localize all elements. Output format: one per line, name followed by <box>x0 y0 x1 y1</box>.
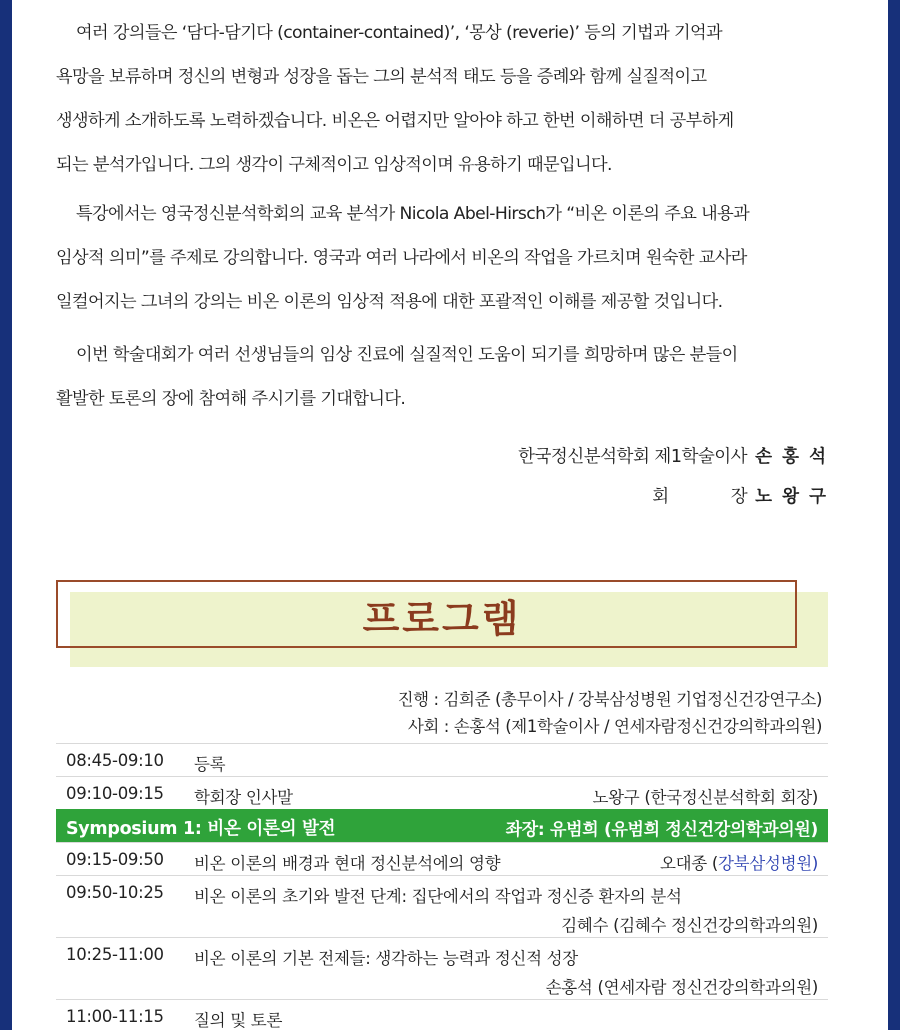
speaker-name: 오대종 ( <box>660 854 719 873</box>
schedule-row <box>56 937 828 999</box>
schedule-row <box>56 875 828 937</box>
signature-name: 손 홍 석 <box>755 447 828 467</box>
schedule-time: 09:10-09:15 <box>66 784 164 803</box>
schedule-row <box>56 776 828 809</box>
signature-academic-director <box>518 443 828 468</box>
signature-president <box>652 483 828 508</box>
schedule-row <box>56 743 828 776</box>
schedule-time: 10:25-11:00 <box>66 945 164 964</box>
schedule-title: 질의 및 토론 <box>194 1011 283 1030</box>
signature-role: 한국정신분석학회 제1학술이사 <box>518 447 748 467</box>
schedule-time: 09:15-09:50 <box>66 850 164 869</box>
paragraph-line: 욕망을 보류하며 정신의 변형과 성장을 돕는 그의 분석적 태도 등을 증례와 함께 실질적이고 <box>56 67 707 87</box>
paragraph-line: 여러 강의들은 ‘담다-담기다 (container-contained)’, ‘몽상 (reverie)’ 등의 기법과 기억과 <box>76 23 722 43</box>
signature-role-part: 회 <box>652 487 669 507</box>
paragraph-special-lecture <box>56 192 828 324</box>
paragraph-lecture-methods <box>56 11 828 187</box>
schedule-row <box>56 842 828 875</box>
schedule-speaker <box>660 850 818 874</box>
paragraph-closing <box>56 333 828 421</box>
schedule-speaker: 손홍석 (연세자람 정신건강의학과의원) <box>545 978 818 997</box>
schedule-title: 비온 이론의 초기와 발전 단계: 집단에서의 작업과 정신증 환자의 분석 <box>194 887 682 906</box>
paragraph-line: 생생하게 소개하도록 노력하겠습니다. 비온은 어렵지만 알아야 하고 한번 이해하면 더 공부하게 <box>56 111 734 131</box>
program-title: 프로그램 <box>362 597 522 641</box>
paragraph-line: 임상적 의미”를 주제로 강의합니다. 영국과 여러 나라에서 비온의 작업을 가르치며 원숙한 교사라 <box>56 248 747 268</box>
symposium-header <box>56 809 828 842</box>
paragraph-line: 되는 분석가입니다. 그의 생각이 구체적이고 임상적이며 유용하기 때문입니다. <box>56 155 612 175</box>
schedule-title: 비온 이론의 기본 전제들: 생각하는 능력과 정신적 성장 <box>194 949 578 968</box>
page-border-right <box>888 0 900 1030</box>
symposium-title: Symposium 1: 비온 이론의 발전 <box>66 819 336 839</box>
speaker-affiliation: 강북삼성병원) <box>718 854 818 873</box>
program-mc: 사회 : 손홍석 (제1학술이사 / 연세자람정신건강의학과의원) <box>407 717 822 736</box>
schedule-row <box>56 999 828 1032</box>
paragraph-line: 활발한 토론의 장에 참여해 주시기를 기대합니다. <box>56 389 406 409</box>
program-moderator: 진행 : 김희준 (총무이사 / 강북삼성병원 기업정신건강연구소) <box>397 690 822 709</box>
signature-name: 노 왕 구 <box>755 487 828 507</box>
schedule-speaker: 김혜수 (김혜수 정신건강의학과의원) <box>561 916 818 935</box>
paragraph-line: 일컬어지는 그녀의 강의는 비온 이론의 임상적 적용에 대한 포괄적인 이해를 제공할 것입니다. <box>56 292 723 312</box>
schedule-title: 학회장 인사말 <box>194 788 293 807</box>
schedule-title: 등록 <box>194 755 226 774</box>
schedule-time: 11:00-11:15 <box>66 1007 164 1026</box>
schedule-speaker: 노왕구 (한국정신분석학회 회장) <box>592 788 818 807</box>
symposium-chair: 좌장: 유범희 (유범희 정신건강의학과의원) <box>505 820 818 840</box>
program-header <box>56 580 828 668</box>
schedule-title: 비온 이론의 배경과 현대 정신분석에의 영향 <box>194 854 501 873</box>
schedule-time: 09:50-10:25 <box>66 883 164 902</box>
paragraph-line: 특강에서는 영국정신분석학회의 교육 분석가 Nicola Abel-Hirsch가 “비온 이론의 주요 내용과 <box>76 204 750 224</box>
schedule-time: 08:45-09:10 <box>66 751 164 770</box>
paragraph-line: 이번 학술대회가 여러 선생님들의 임상 진료에 실질적인 도움이 되기를 희망하며 많은 분들이 <box>76 345 738 365</box>
program-schedule <box>56 743 828 1032</box>
page-border-left <box>0 0 12 1030</box>
signature-role-part: 장 <box>730 487 748 507</box>
